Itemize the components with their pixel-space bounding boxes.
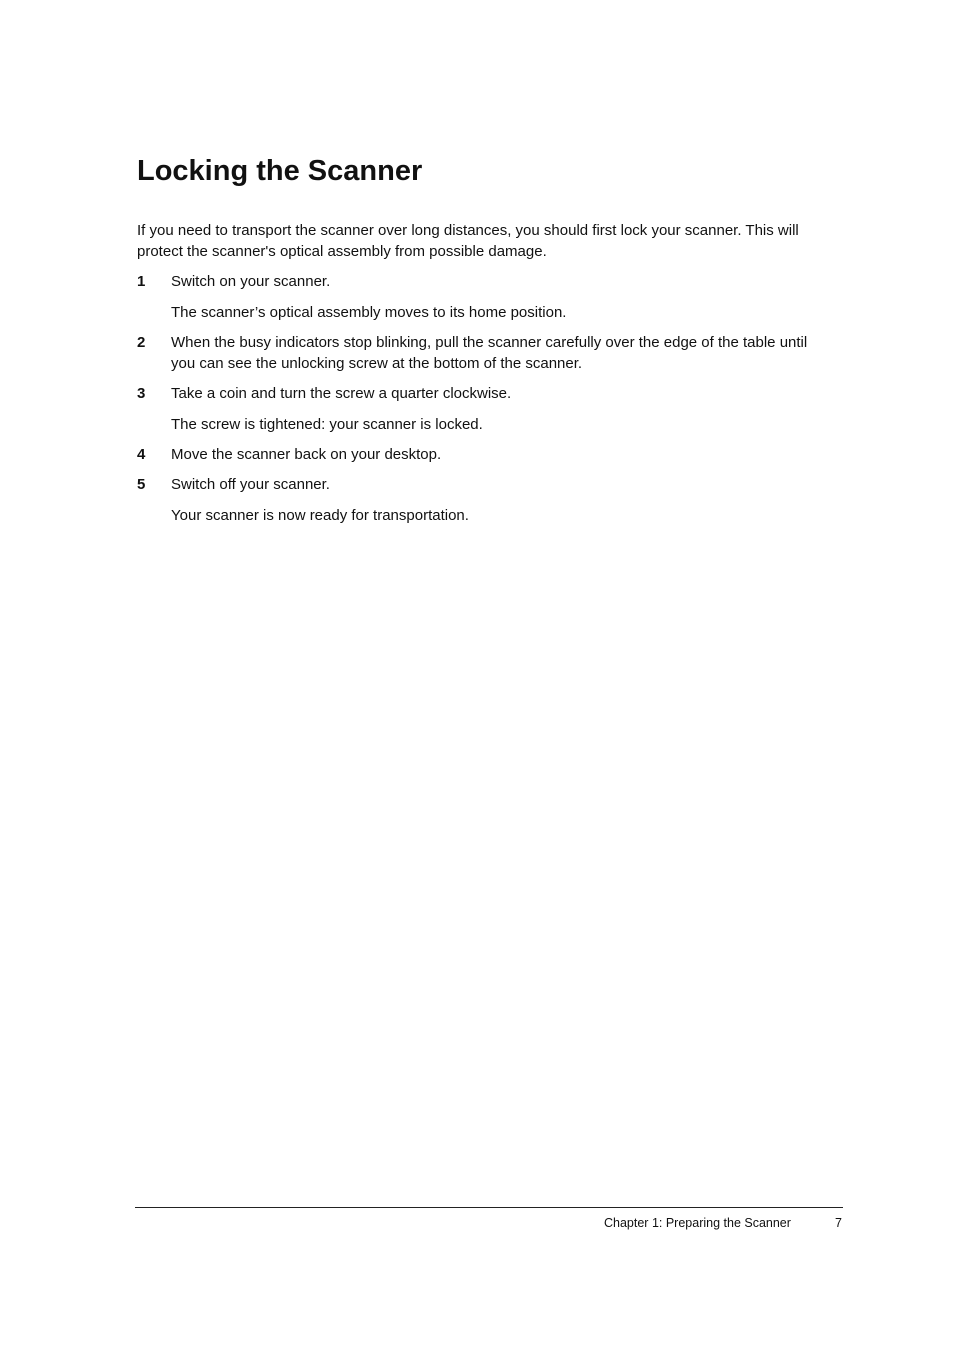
intro-paragraph: If you need to transport the scanner over long distances, you should first lock your scanner. This will protect the scanner's optical assembly from possible damage.	[137, 222, 799, 260]
step-text: Take a coin and turn the screw a quarter clockwise.	[171, 385, 512, 402]
step-result: Your scanner is now ready for transportation.	[171, 507, 469, 524]
step-number: 4	[137, 446, 146, 463]
footer-page-number: 7	[835, 1216, 842, 1230]
step-text: Switch on your scanner.	[171, 273, 331, 290]
step-result: The screw is tightened: your scanner is locked.	[171, 416, 483, 433]
step-number: 5	[137, 476, 146, 493]
page-title: Locking the Scanner	[137, 155, 423, 187]
step-result: The scanner’s optical assembly moves to its home position.	[171, 304, 567, 321]
step-text: Switch off your scanner.	[171, 476, 330, 493]
step-number: 1	[137, 273, 146, 290]
step-text: When the busy indicators stop blinking, pull the scanner carefully over the edge of the table until you can see the unlocking screw at the bottom of the scanner.	[171, 334, 808, 372]
step-number: 3	[137, 385, 146, 402]
step-number: 2	[137, 334, 146, 351]
footer-divider	[135, 1207, 843, 1208]
footer-chapter-title: Chapter 1: Preparing the Scanner	[604, 1216, 791, 1230]
step-text: Move the scanner back on your desktop.	[171, 446, 442, 463]
